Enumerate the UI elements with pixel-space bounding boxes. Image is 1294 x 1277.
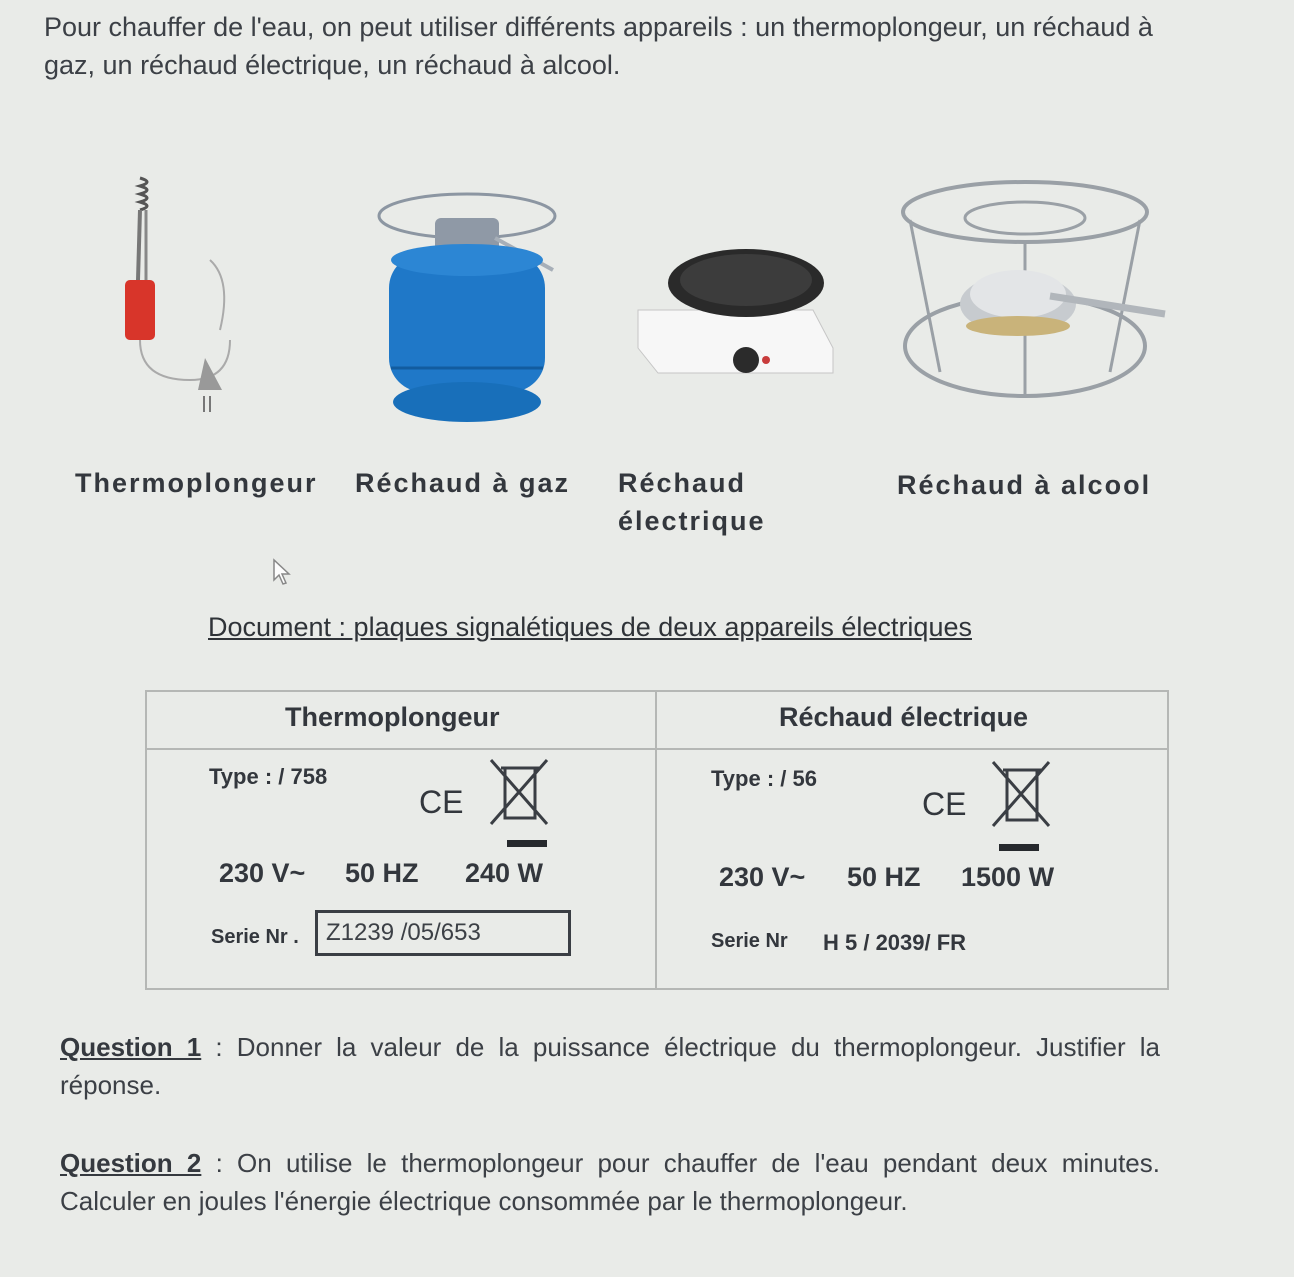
question-2-label: Question 2 (60, 1148, 202, 1178)
crossed-bin-icon (989, 760, 1059, 861)
alcohol-stove-icon (900, 176, 1170, 402)
plate-voltage: 230 V~ (219, 858, 306, 888)
ce-mark: CE (419, 784, 464, 820)
ce-mark: CE (922, 786, 967, 822)
plate-voltage: 230 V~ (719, 862, 806, 892)
column-divider (655, 692, 657, 988)
question-1-text: : Donner la valeur de la puissance électrique du thermoplongeur. Justifier la réponse. (60, 1032, 1160, 1100)
plate-type: Type : / 56 (711, 766, 817, 791)
caption-thermoplongeur: Thermoplongeur (75, 468, 318, 498)
plate-serie-value: H 5 / 2039/ FR (823, 930, 967, 955)
question-1 (60, 1028, 1160, 1104)
header-rechaud-electrique: Réchaud électrique (779, 702, 1029, 732)
plate-type: Type : / 758 (209, 764, 328, 789)
gas-stove-icon (375, 178, 560, 428)
plate-power: 240 W (465, 858, 544, 888)
mouse-pointer-icon (272, 558, 294, 593)
question-1-label: Question 1 (60, 1032, 202, 1062)
caption-rechaud-alcool: Réchaud à alcool (897, 470, 1152, 500)
caption-rechaud-gaz: Réchaud à gaz (355, 468, 571, 498)
caption-rechaud-electrique: Réchaud électrique (618, 468, 766, 536)
plate-frequency: 50 HZ (345, 858, 419, 888)
intro-text: Pour chauffer de l'eau, on peut utiliser différents appareils : un thermoplongeur, un réchaud à gaz, un réchaud électrique, un réchaud à alcool. (44, 12, 1153, 80)
electric-hotplate-icon (628, 238, 843, 388)
plate-serie-label: Serie Nr (711, 930, 788, 952)
crossed-bin-icon (487, 758, 557, 859)
plate-frequency: 50 HZ (847, 862, 921, 892)
plate-serie-label: Serie Nr . (211, 926, 299, 948)
header-thermoplongeur: Thermoplongeur (285, 702, 500, 732)
header-divider (147, 748, 1167, 750)
plate-serie-value: Z1239 /05/653 (315, 910, 571, 956)
nameplate-table (145, 690, 1169, 990)
immersion-heater-icon (110, 168, 280, 428)
document-title: Document : plaques signalétiques de deux appareils électriques (208, 612, 972, 642)
plate-power: 1500 W (961, 862, 1055, 892)
question-2 (60, 1144, 1160, 1220)
question-2-text: : On utilise le thermoplongeur pour chauffer de l'eau pendant deux minutes. Calculer en joules l'énergie électrique consommée par le thermoplongeur. (60, 1148, 1160, 1216)
